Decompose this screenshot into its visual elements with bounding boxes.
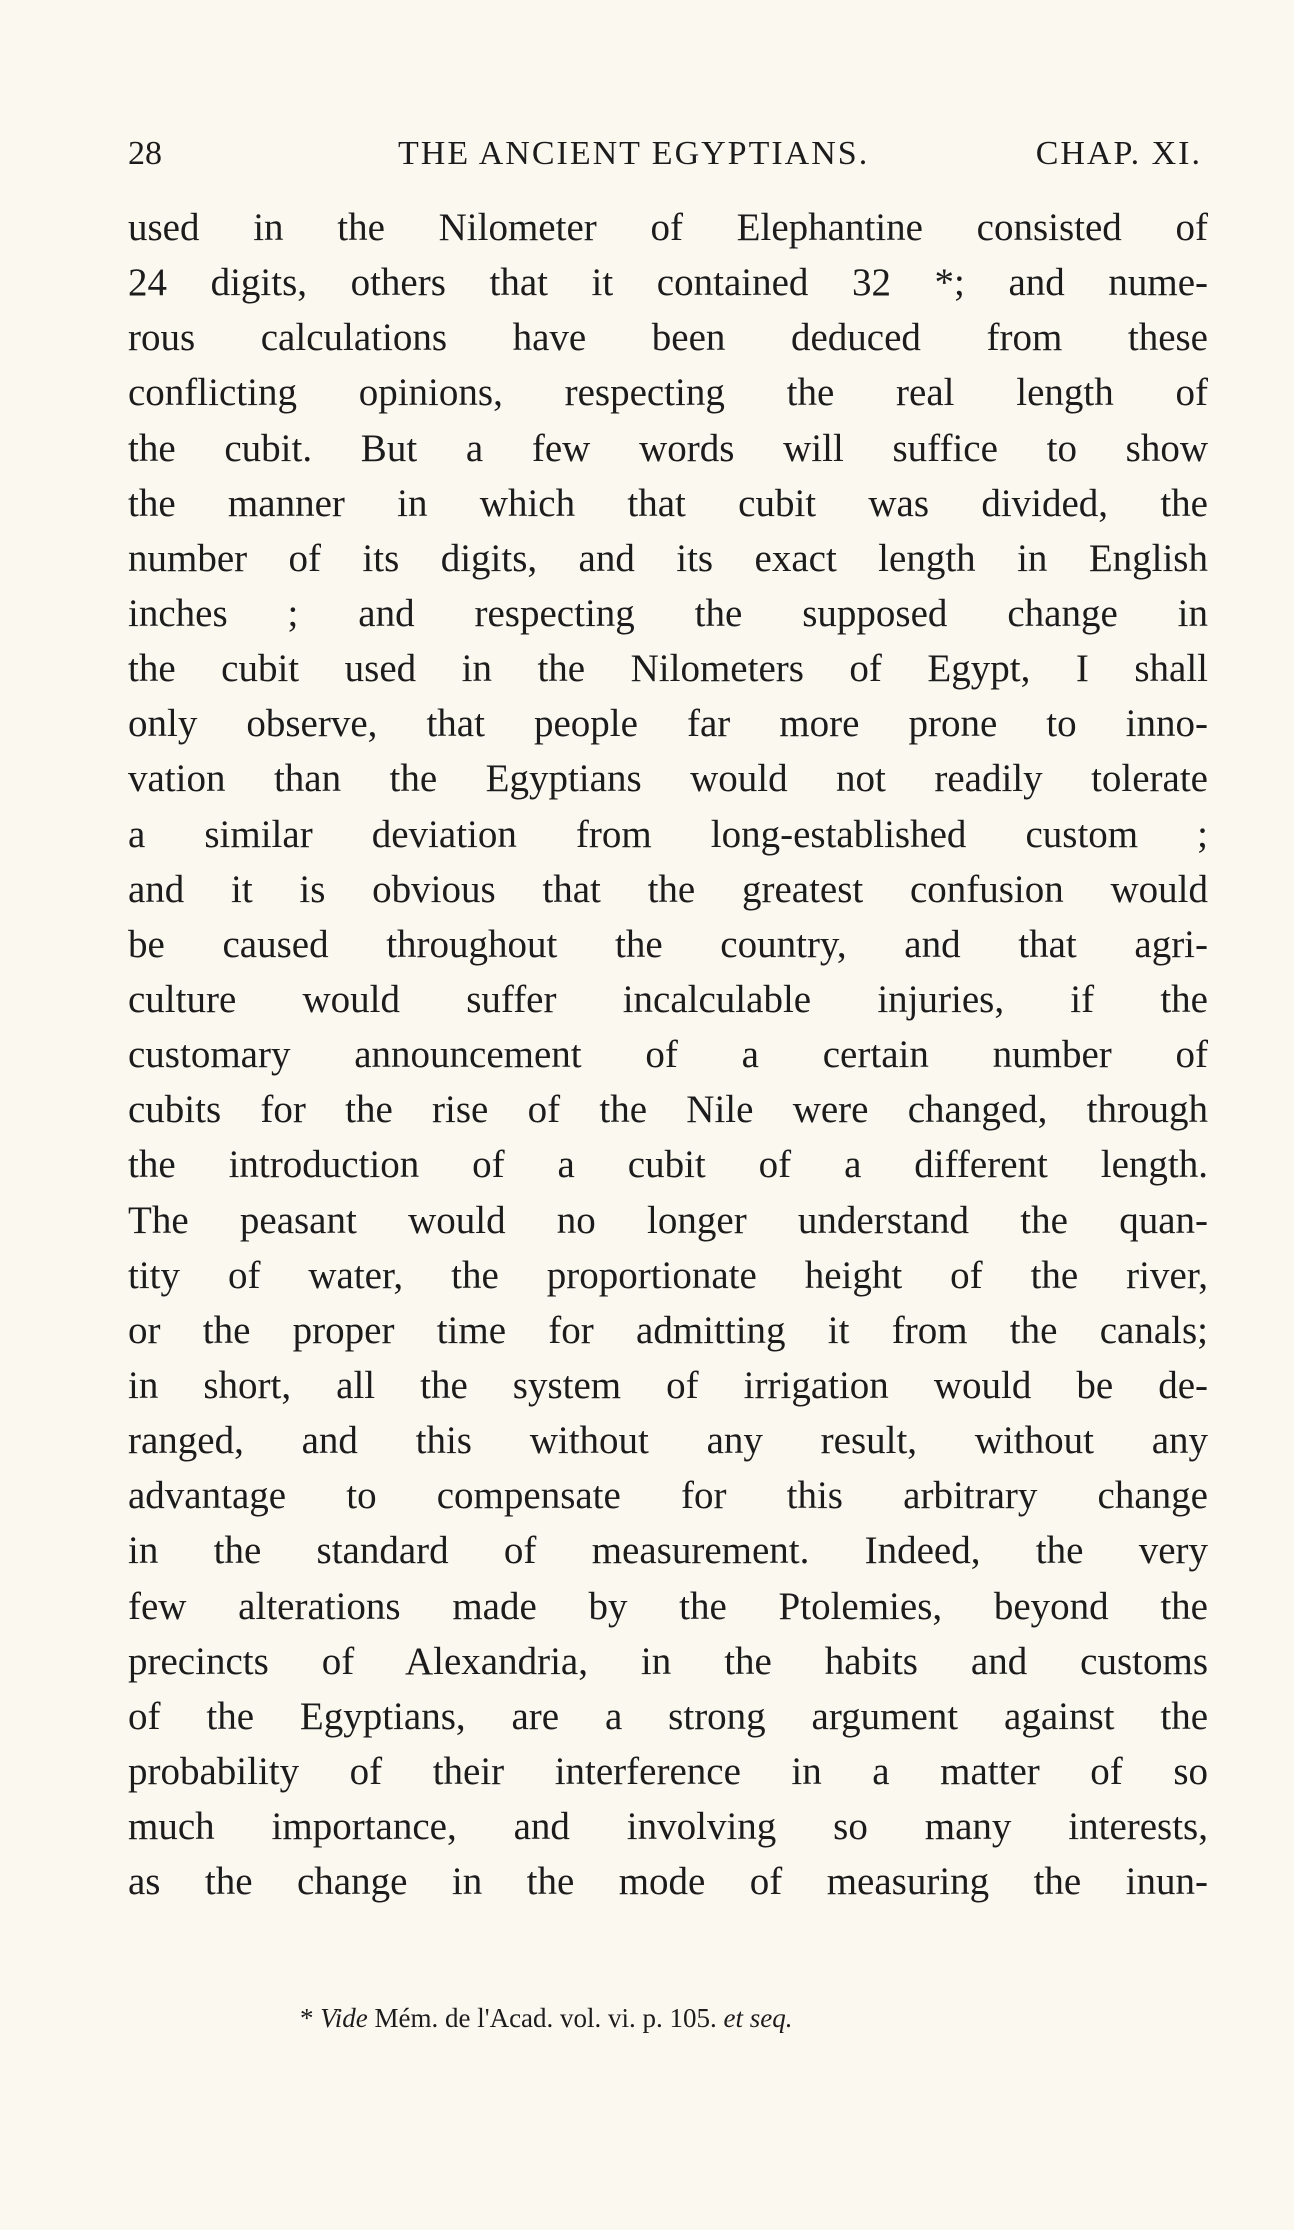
text-line: in the standard of measurement. Indeed, the very: [128, 1529, 1208, 1573]
footnote-marker: *: [300, 2003, 314, 2033]
text-line: cubits for the rise of the Nile were changed, through: [128, 1088, 1208, 1132]
text-line: precincts of Alexandria, in the habits and customs: [128, 1639, 1208, 1683]
text-line: The peasant would no longer understand the quan-: [128, 1198, 1208, 1242]
text-line: number of its digits, and its exact length in English: [128, 536, 1208, 580]
text-line: culture would suffer incalculable injuries, if the: [128, 977, 1208, 1021]
text-line: customary announcement of a certain number of: [128, 1033, 1208, 1077]
footnote: [300, 1998, 793, 2038]
text-line: only observe, that people far more prone to inno-: [128, 702, 1208, 746]
text-line: a similar deviation from long-established custom ;: [128, 812, 1208, 856]
running-title: THE ANCIENT EGYPTIANS.: [398, 135, 870, 172]
text-line: probability of their interference in a matter of so: [128, 1749, 1208, 1793]
text-line: in short, all the system of irrigation would be de-: [128, 1363, 1208, 1407]
text-line: vation than the Egyptians would not readily tolerate: [128, 757, 1208, 801]
text-line: conflicting opinions, respecting the real length of: [128, 371, 1208, 415]
text-line: as the change in the mode of measuring the inun-: [128, 1860, 1208, 1904]
body-text: [128, 200, 1208, 1909]
text-line: of the Egyptians, are a strong argument against the: [128, 1694, 1208, 1738]
page-number: 28: [128, 135, 162, 172]
text-line: much importance, and involving so many interests,: [128, 1805, 1208, 1849]
text-line: and it is obvious that the greatest confusion would: [128, 867, 1208, 911]
text-line: tity of water, the proportionate height of the river,: [128, 1253, 1208, 1297]
text-line: be caused throughout the country, and that agri-: [128, 922, 1208, 966]
text-line: advantage to compensate for this arbitrary change: [128, 1474, 1208, 1518]
text-line: rous calculations have been deduced from these: [128, 316, 1208, 360]
chapter-label: CHAP. XI.: [1035, 135, 1202, 172]
text-line: few alterations made by the Ptolemies, beyond the: [128, 1584, 1208, 1628]
text-line: the cubit. But a few words will suffice to show: [128, 426, 1208, 470]
text-line: or the proper time for admitting it from the canals;: [128, 1308, 1208, 1352]
text-line: ranged, and this without any result, without any: [128, 1419, 1208, 1463]
running-header: [128, 124, 1202, 184]
text-line: 24 digits, others that it contained 32 *; and nume-: [128, 261, 1208, 305]
footnote-vide: Vide: [320, 2003, 368, 2033]
text-line: the introduction of a cubit of a different length.: [128, 1143, 1208, 1187]
text-line: used in the Nilometer of Elephantine consisted of: [128, 206, 1208, 249]
footnote-et-seq: et seq.: [723, 2003, 793, 2033]
footnote-text: Mém. de l'Acad. vol. vi. p. 105.: [374, 2003, 717, 2033]
text-line: inches ; and respecting the supposed change in: [128, 591, 1208, 635]
text-line: the manner in which that cubit was divided, the: [128, 481, 1208, 525]
text-line: the cubit used in the Nilometers of Egypt, I shall: [128, 647, 1208, 691]
